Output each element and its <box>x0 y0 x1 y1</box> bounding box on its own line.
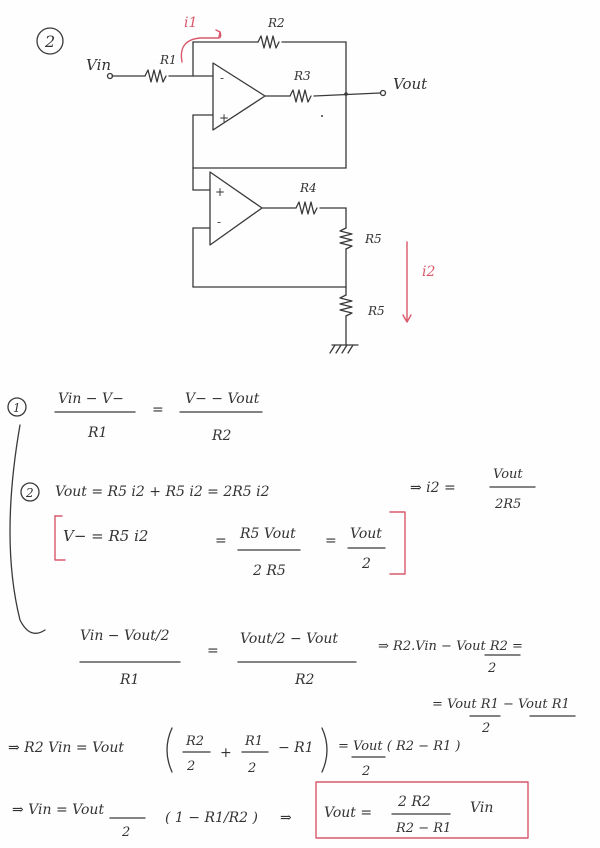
i1-label: i1 <box>184 15 198 31</box>
opamp2-plus: + <box>215 185 226 199</box>
line7-paren: ( 1 − R1/R2 ) <box>165 810 258 826</box>
final-vin: Vin <box>470 800 494 816</box>
eq1-lhs-den: R1 <box>88 425 108 441</box>
margin-arrow <box>10 425 45 633</box>
i2-label: i2 <box>422 264 436 280</box>
final-den: R2 − R1 <box>396 821 452 836</box>
line6-lhs: ⇒ R2 Vin = Vout <box>8 740 124 756</box>
problem-number: 2 <box>45 32 56 51</box>
resistor-r5-upper <box>340 228 352 249</box>
line6-plus: + <box>220 745 232 761</box>
ground-hatch-1 <box>330 345 335 353</box>
r4-label: R4 <box>300 181 317 195</box>
r3-label: R3 <box>294 69 311 83</box>
boxed-mid-num: R5 Vout <box>240 526 296 542</box>
circuit-diagram <box>37 15 435 353</box>
i1-arrowhead <box>216 30 220 37</box>
eq2-line: Vout = R5 i2 + R5 i2 = 2R5 i2 <box>55 484 270 500</box>
vin-label: Vin <box>86 56 112 74</box>
line7-lhs: ⇒ Vin = Vout <box>12 802 105 818</box>
eq2-implies: ⇒ i2 = <box>410 480 456 496</box>
boxed-mid-den: 2 R5 <box>253 563 286 579</box>
resistor-r1 <box>145 70 166 82</box>
i1-arrow <box>181 32 220 62</box>
r1-label: R1 <box>160 53 177 67</box>
line6-paren-open <box>167 728 172 772</box>
eq1-rhs-num: V− − Vout <box>185 391 260 407</box>
line6-p1-den: 2 <box>187 759 196 774</box>
opamp1-minus: - <box>220 71 225 85</box>
eq2-frac-den: 2R5 <box>495 497 522 512</box>
ground-hatch-3 <box>342 345 347 353</box>
stray-dot <box>321 115 323 117</box>
r2-label: R2 <box>268 16 285 30</box>
final-num: 2 R2 <box>398 794 431 810</box>
ground-hatch-2 <box>336 345 341 353</box>
eq1-eq: = <box>152 402 164 418</box>
eq2-frac-num: Vout <box>493 467 523 482</box>
sub-eq: = <box>207 643 219 659</box>
opamp-2 <box>210 172 262 245</box>
sub-rhs-num: Vout/2 − Vout <box>240 631 339 647</box>
eq1-lhs-num: Vin − V− <box>58 391 124 407</box>
sub-implies-den: 2 <box>488 661 497 676</box>
sub-lhs-den: R1 <box>120 672 140 688</box>
resistor-r3 <box>290 90 311 102</box>
r5-upper-label: R5 <box>365 232 382 246</box>
line-cont-den: 2 <box>482 721 491 736</box>
r5-lower-label: R5 <box>368 304 385 318</box>
boxed-mid-eq: = <box>215 533 227 549</box>
resistor-r2 <box>258 36 279 48</box>
line7-lhs-den: 2 <box>122 825 131 840</box>
line6-p2-den: 2 <box>248 761 257 776</box>
boxed-rhs-den: 2 <box>362 556 371 572</box>
opamp2-minus: - <box>217 215 222 229</box>
final-lhs: Vout = <box>324 805 373 821</box>
resistor-r5-lower <box>340 295 352 316</box>
line6-p2-num: R1 <box>245 734 264 749</box>
line6-p1-num: R2 <box>186 734 205 749</box>
box-right-bracket <box>390 512 405 574</box>
eq1-rhs-den: R2 <box>212 428 232 444</box>
derivation <box>8 391 575 840</box>
sub-rhs-den: R2 <box>295 672 315 688</box>
line6-minus: − R1 <box>278 740 314 756</box>
resistor-r4 <box>296 202 317 214</box>
eq2-marker: 2 <box>26 486 34 500</box>
sub-implies: ⇒ R2.Vin − Vout R2 = <box>378 639 523 654</box>
output-terminal <box>381 91 386 96</box>
boxed-rhs-eq: = <box>325 533 337 549</box>
boxed-rhs-num: Vout <box>350 526 382 542</box>
vout-label: Vout <box>393 75 428 93</box>
opamp1-plus: + <box>219 111 230 125</box>
sub-lhs-num: Vin − Vout/2 <box>80 628 170 644</box>
eq1-marker: 1 <box>13 401 21 415</box>
line7-implies: ⇒ <box>280 810 292 826</box>
ground-hatch-4 <box>348 345 353 353</box>
line-cont: = Vout R1 − Vout R1 <box>432 697 570 712</box>
line6-rhs: = Vout ( R2 − R1 ) <box>338 739 461 754</box>
boxed-lhs: V− = R5 i2 <box>63 527 149 545</box>
line6-paren-close <box>322 728 327 772</box>
line6-rhs-den: 2 <box>362 764 371 779</box>
